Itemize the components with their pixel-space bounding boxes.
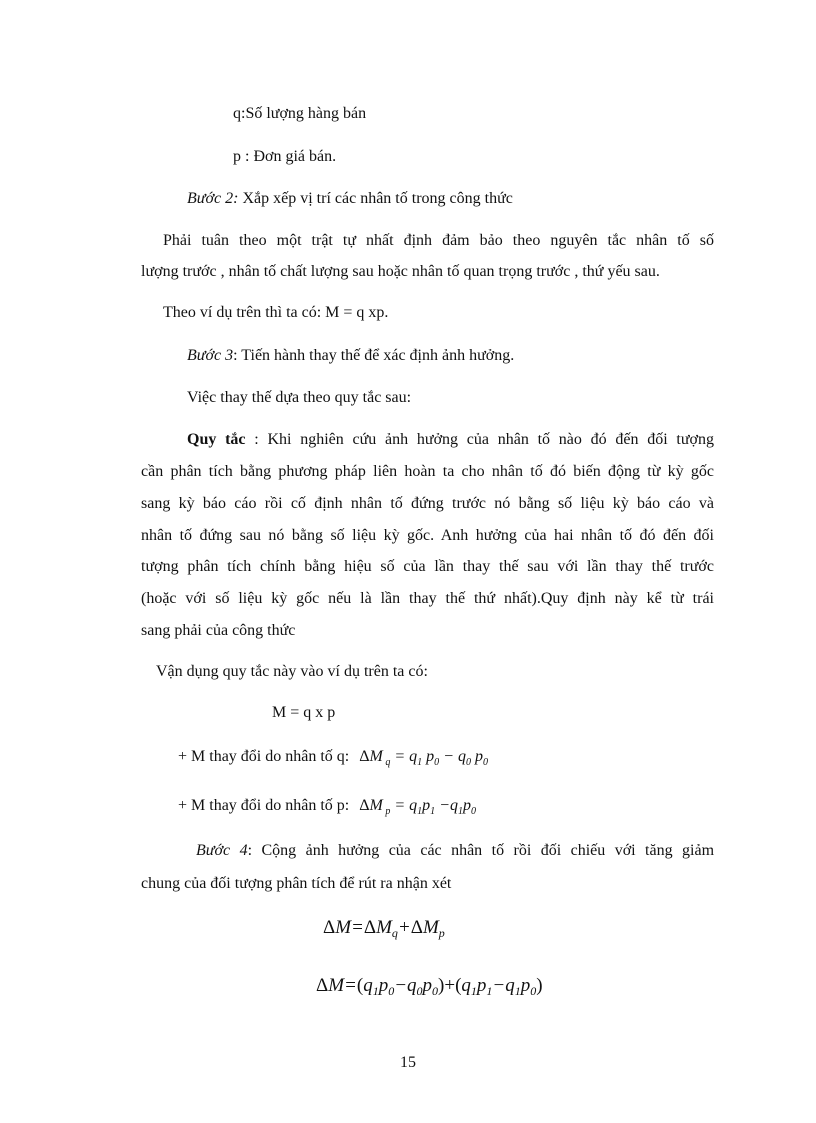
step2-text: Xắp xếp vị trí các nhân tố trong công thức	[238, 190, 513, 207]
replace-intro: Việc thay thế dựa theo quy tắc sau:	[187, 389, 412, 406]
rule-line-7: sang phải của công thức	[141, 622, 296, 639]
step3-line	[187, 346, 514, 366]
step4-line-1	[196, 841, 714, 861]
rule-line-5: tượng phân tích chính bằng hiệu số của lần thay thế sau với lần thay thế trước	[141, 558, 714, 575]
rule-line-1-text: : Khi nghiên cứu ảnh hưởng của nhân tố nào đó đến đối tượng	[245, 431, 714, 448]
change-p-line	[178, 796, 476, 816]
step4-text: : Cộng ảnh hưởng của các nhân tố rồi đối chiếu với tăng giảm	[247, 842, 715, 859]
change-q-line	[178, 747, 488, 767]
rule-line-6: (hoặc với số liệu kỳ gốc nếu là lần thay thế thứ nhất).Quy định này kể từ trái	[141, 590, 714, 607]
change-q-label: + M thay đổi do nhân tố q:	[178, 748, 350, 765]
page-number: 15	[400, 1054, 416, 1071]
order-para-line1: Phải tuân theo một trật tự nhất định đảm bảo theo nguyên tắc nhân tố số	[163, 232, 714, 249]
step4-label: Bước 4	[196, 842, 248, 859]
step2-label: Bước 2:	[187, 190, 239, 207]
step3-label: Bước 3	[187, 347, 234, 364]
order-para-line2: lượng trước , nhân tố chất lượng sau hoặc nhân tố quan trọng trước , thứ yếu sau.	[141, 263, 660, 280]
delta-m-expanded-formula: $\Delta M=(q_1p_0-q_0p_0)+(q_1p_1-q_1p_0)$	[316, 975, 543, 998]
delta-mp-formula: ΔM $_p = q_1p_1 -q_1p_0$	[359, 797, 476, 817]
change-p-label: + M thay đổi do nhân tố p:	[178, 797, 350, 814]
delta-mq-formula: ΔM $_q = q_1$ $p_0 - q_0$ $p_0$	[359, 748, 488, 768]
rule-line-2: cần phân tích bằng phương pháp liên hoàn ta cho nhân tố đó biến động từ kỳ gốc	[141, 463, 714, 480]
rule-label: Quy tắc	[187, 431, 246, 448]
rule-line-3: sang kỳ báo cáo rồi cố định nhân tố đứng trước nó bằng số liệu kỳ báo cáo và	[141, 495, 714, 512]
delta-m-sum-formula: $\Delta M=\Delta M_q+\Delta M_p$	[323, 917, 445, 940]
apply-intro: Vận dụng quy tắc này vào ví dụ trên ta có:	[156, 663, 428, 680]
step3-text: : Tiến hành thay thế để xác định ảnh hưởng.	[233, 347, 515, 364]
rule-line-4: nhân tố đứng sau nó bằng số liệu kỳ gốc. Anh hưởng của hai nhân tố đó đến đối	[141, 527, 714, 544]
example-formula-line: Theo ví dụ trên thì ta có: M = q xp.	[163, 304, 389, 321]
step2-line	[187, 189, 513, 209]
rule-line-1	[187, 430, 714, 450]
p-definition: p : Đơn giá bán.	[233, 148, 337, 165]
q-definition: q:Số lượng hàng bán	[233, 105, 367, 122]
step4-line-2: chung của đối tượng phân tích để rút ra nhận xét	[141, 875, 452, 892]
main-formula: M = q x p	[272, 704, 336, 721]
